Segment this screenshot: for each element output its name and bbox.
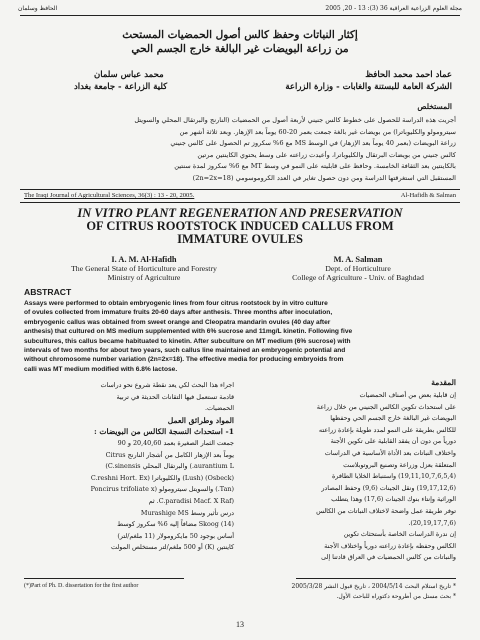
citation-rule-bottom bbox=[20, 202, 460, 203]
english-author-1-name: I. A. M. Al-Hafidh bbox=[111, 255, 177, 264]
methods-line: درس تأثير وسط Murashige MS bbox=[140, 508, 234, 517]
arabic-abstract-line: بالكاينتين بعد الثقافة الخامسة. وحافظ على قابليته على النمو في وسط MT مع 6% سكروز لمدة سنتين bbox=[174, 162, 456, 171]
running-header-journal: مجلة العلوم الزراعية العراقية 36 (3): 13 - 20, 2005 bbox=[325, 5, 462, 12]
introduction-heading: المقدمة bbox=[431, 378, 456, 387]
introduction-line: البويضات غير البالغة خارج الجسم الحي وحفظها bbox=[330, 414, 456, 423]
methods-heading: المواد وطرائق العمل bbox=[167, 415, 234, 425]
arabic-abstract-heading: المستخلص bbox=[417, 102, 452, 111]
methods-column bbox=[24, 380, 234, 554]
methods-line: (Osbeck) (Lush) والكليوباترا (C.reshni Hort. Ex bbox=[90, 473, 234, 482]
english-abstract-line: intervals of two months for about two years, such callus line maintained an embryogenic potential and bbox=[24, 347, 346, 355]
english-abstract-line: without chromosome number variation (2n=2x=18). The effective media for producing embryoids from bbox=[24, 356, 344, 364]
citation-rule-top bbox=[20, 189, 460, 190]
english-title bbox=[24, 207, 456, 246]
methods-line: (Tan.) والسويتل سيترومولو (Poncirus trifoliate x bbox=[90, 485, 234, 494]
introduction-line: الكالس وحفظه بإعادة زراعته دورياً واختلاف الأجنة bbox=[324, 541, 456, 550]
methods-line: aurantium L.) والبرتقال المحلي C.sinensis) bbox=[105, 462, 234, 471]
citation-journal: The Iraqi Journal of Agricultural Sciences, 36(3) : 13 - 20, 2005. bbox=[24, 192, 195, 199]
page-number: 13 bbox=[236, 620, 244, 629]
english-title-line: IMMATURE OVULES bbox=[177, 232, 303, 246]
footnote-rule-left bbox=[24, 578, 184, 579]
arabic-abstract-line: المستقبل التي استغرقتها الدراسة ومن دون حصول تغاير في العدد الكروموسومي (2n=2x=18) bbox=[192, 173, 456, 182]
arabic-author-1-name: عماد احمد محمد الحافظ bbox=[365, 70, 452, 80]
english-abstract-line: subcultures, this callus became habituated to kinetin. After subculture on MT medium (6% sucrose) with bbox=[24, 337, 351, 345]
english-author-2-college: College of Agriculture - Univ. of Baghdad bbox=[292, 273, 424, 283]
methods-line: (C.paradisi Macf. X Raf. ثم bbox=[148, 496, 234, 505]
english-abstract-line: embryogenic callus was obtained from sweet orange and Cleopatra mandarin ovules (40 day after bbox=[24, 318, 331, 326]
english-title-line: OF CITRUS ROOTSTOCK INDUCED CALLUS FROM bbox=[86, 219, 394, 233]
arabic-author-1-affiliation: الشركة العامة للبستنة والغابات - وزارة الزراعة bbox=[285, 82, 452, 92]
methods-line: كاينتين (K) أو 500 ملغم/لتر مستخلص المولت bbox=[111, 543, 234, 552]
english-abstract-line: of ovules collected from immature fruits 20-60 days after anthesis. Three months after inoculation, bbox=[24, 309, 333, 317]
introduction-line: (20,19,17,7,6). bbox=[408, 518, 456, 527]
methods-lead-line: قادمة تستعمل فيها التقانات الحديثة في تربية bbox=[116, 392, 234, 401]
introduction-line: المتعلقة بعزل وزراعة وتصنيع البروتوبلاست bbox=[343, 460, 456, 469]
english-title-line: IN VITRO PLANT REGENERATION AND PRESERVATION bbox=[77, 206, 403, 220]
footnote-arabic-dates: * تاريخ استلام البحث 2004/5/14 ، تاريخ قبول النشر 2005/3/28 bbox=[291, 583, 456, 590]
english-author-2 bbox=[258, 255, 458, 283]
english-abstract-body bbox=[24, 299, 456, 374]
arabic-author-2-affiliation: كلية الزراعة - جامعة بغداد bbox=[74, 82, 168, 92]
introduction-line: (19,17,12,6) ونقل الجينات (9,6) وحفظ المصادر bbox=[321, 483, 456, 492]
english-author-1-affiliation: The General State of Horticulture and Forestry bbox=[71, 264, 217, 274]
arabic-abstract-body bbox=[24, 115, 456, 185]
arabic-abstract-line: أجريت هذه الدراسة للحصول على خطوط كالس جنيني لأربعة أصول من الحمضيات (النارنج والبرتقال المحلي والسويتل bbox=[134, 116, 456, 124]
methods-line: جمعت الثمار الصغيرة بعمد 20,40,60 و 90 bbox=[117, 438, 234, 447]
arabic-abstract-line: زراعة البويضات (بعمر 40 يوماً بعد الإزهار) في الوسط MS مع 6% سكروز تم الحصول على كالس جنيني bbox=[170, 139, 456, 148]
introduction-line: توفر طريقة عمل واضحة لاختلاف النباتات من الكالس bbox=[316, 506, 456, 515]
english-author-1 bbox=[34, 255, 254, 283]
running-header-authors: الحافظ وسلمان bbox=[18, 5, 58, 12]
methods-subheading: 1- استحداث النسجة الكالس من البويضات : bbox=[93, 427, 234, 437]
footnote-rule-right bbox=[296, 578, 456, 579]
methods-line: (14) Skoog مضافاً إليه 6% سكروز كوسط bbox=[117, 520, 234, 529]
english-author-2-department: Dept. of Horticulture bbox=[325, 264, 391, 274]
citation-authors: Al-Hafidh & Salman bbox=[400, 192, 456, 199]
arabic-abstract-line: سيترومولو والكليوباترا) من بويضات غير بالغة جمعت بعمر 20-60 يوماً بعد الإزهار. وبعد ثلاثة أشهر من bbox=[179, 127, 456, 136]
arabic-title-line: من زراعة البويضات غير البالغة خارج الجسم الحي bbox=[131, 43, 349, 55]
introduction-line: دورياً من دون أن يفقد القابلية على تكوين الأجنة bbox=[330, 437, 456, 446]
english-author-2-name: M. A. Salman bbox=[333, 255, 383, 264]
paper-page bbox=[14, 0, 466, 640]
introduction-line: (19,11,10,7,6,5,4) واستنباط الخلايا الطافرة bbox=[331, 472, 456, 481]
methods-lead-line: اجراء هذا البحث لكي يعد نقطة شروع نحو دراسات bbox=[100, 381, 234, 389]
introduction-line: على استحداث تكوين الكالس الجنيني من خلال زراعة bbox=[316, 402, 456, 411]
footnote-english: (*)Part of Ph. D. dissertation for the first author bbox=[24, 583, 139, 589]
introduction-line: إن ندرة الدراسات الخاصة بأستحثاث تكوين bbox=[343, 530, 456, 539]
english-abstract-line: calli was MT medium modified with 6.8% lactose. bbox=[24, 365, 178, 373]
english-abstract-line: anthesis) that cultured on MS medium supplemented with 6% sucrose and 11mg/L kinetin. Following five bbox=[24, 328, 353, 336]
introduction-line: الوراثية وإنتاء بنوك الجينات (17,6) وهذا يتطلب bbox=[331, 495, 456, 504]
english-abstract-line: Assays were performed to obtain embryogenic lines from four citrus rootstock by in vitro culture bbox=[24, 300, 328, 307]
methods-line: يوماً بعد الإزهار الكامل من أشجار النارنج Citrus bbox=[105, 450, 234, 459]
arabic-title-line: إكثار النباتات وحفظ كالس أصول الحمضيات المستحث bbox=[122, 29, 358, 41]
introduction-body bbox=[248, 390, 456, 564]
arabic-author-2-name: محمد عباس سلمان bbox=[94, 70, 164, 80]
header-rule bbox=[20, 15, 460, 16]
introduction-line: للكالس بطريقة على النمو لمدد طويلة بإعادة زراعته bbox=[318, 425, 456, 434]
introduction-line: إن قابلية بعض من أصناف الحمضيات bbox=[359, 391, 456, 399]
methods-lead-line: الحمضيات. bbox=[204, 404, 234, 413]
arabic-abstract-line: كالس جنيني من بويضات البرتقال والكليوباترا، وأعيدت زراعته على وسط يحتوي الكاينتين مرتين bbox=[197, 150, 456, 159]
introduction-line: واختلاف النباتات بعد الأداة الأساسية في الدراسات bbox=[324, 448, 456, 457]
methods-line: أساس بوجود 50 مايكرومولار (11 ملغم/لتر) bbox=[117, 531, 234, 540]
footnote-arabic-dissertation: * بحث مستل من أطروحة دكتوراه للباحث الأول. bbox=[336, 593, 456, 600]
introduction-line: والنباتات من كالس الحمضيات في العراق قادتنا إلى bbox=[321, 553, 456, 562]
english-author-1-ministry: Ministry of Agriculture bbox=[107, 273, 181, 283]
arabic-title bbox=[24, 28, 456, 56]
english-abstract-heading: ABSTRACT bbox=[24, 287, 72, 297]
